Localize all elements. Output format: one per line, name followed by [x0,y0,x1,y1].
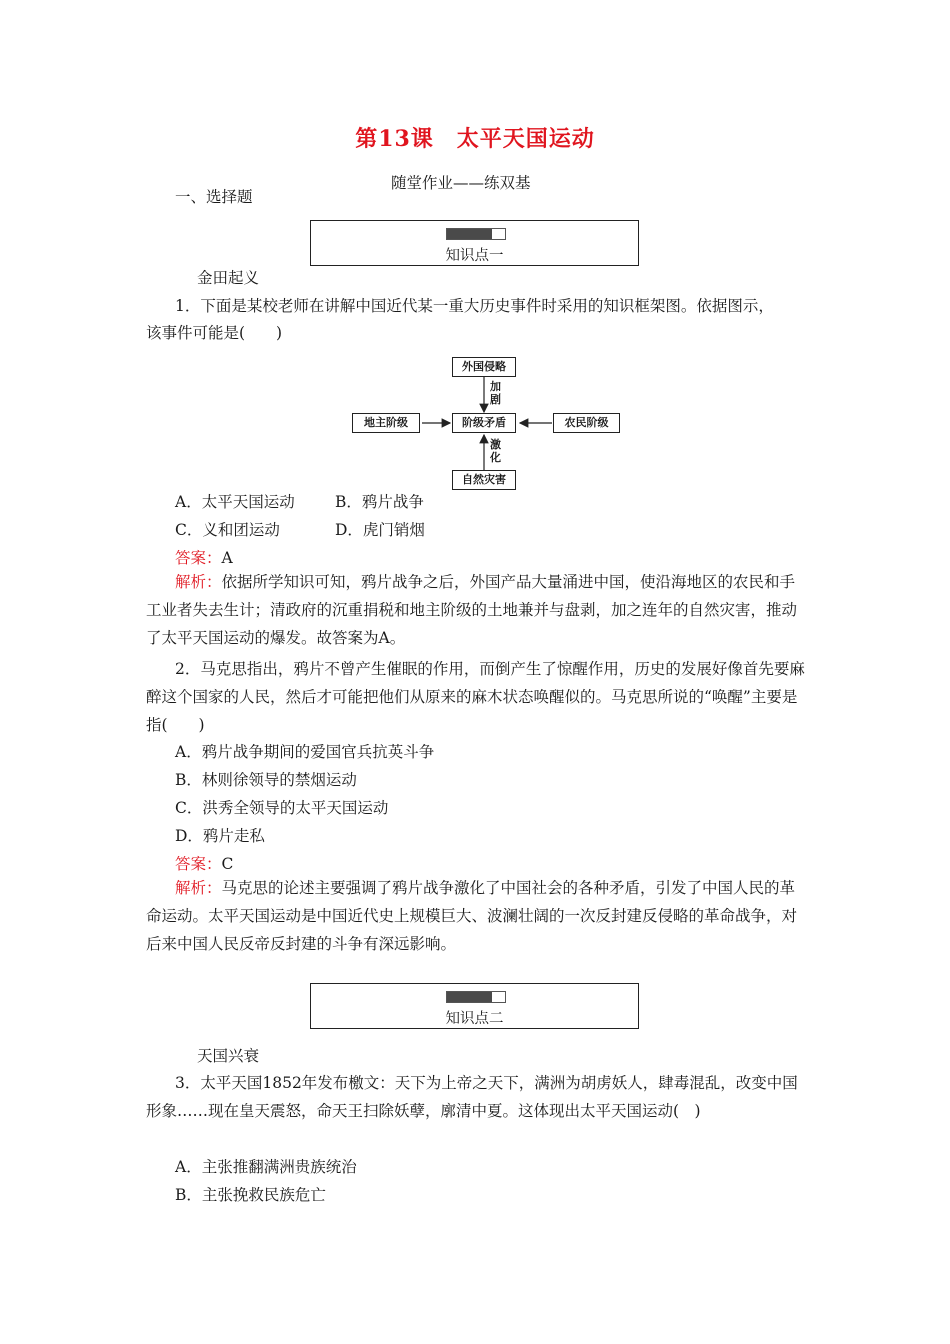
question-1-option-a: A．太平天国运动 [175,493,295,511]
question-2-option-a: A．鸦片战争期间的爱国官兵抗英斗争 [175,743,435,761]
knowledge-point-topic: 金田起义 [197,269,260,287]
question-2-option-c: C．洪秀全领导的太平天国运动 [175,799,389,817]
analysis-label: 解析： [175,573,222,591]
analysis-text: 依据所学知识可知，鸦片战争之后，外国产品大量涌进中国，使沿海地区的农民和手工业者失去生计；清政府的沉重捐税和地主阶级的土地兼并与盘剥，加之连年的自然灾害，推动了太平天国运动的爆发。故答案为A。 [146,573,798,647]
diagram-node-center: 阶级矛盾 [452,413,516,433]
answer-value: A [221,549,233,567]
question-1-analysis [146,568,806,652]
knowledge-point-bar-icon [446,228,506,240]
diagram-node-bottom: 自然灾害 [452,470,516,490]
knowledge-point-label: 知识点一 [445,248,504,264]
question-1-stem-line2: 该事件可能是( ) [146,324,283,342]
knowledge-point-box-1 [310,220,639,266]
page-title: 第13课 太平天国运动 [355,126,595,152]
question-1-option-d: D．虎门销烟 [335,521,425,539]
subtitle: 随堂作业——练双基 [391,174,531,192]
question-2-option-d: D．鸦片走私 [175,827,265,845]
knowledge-point-label: 知识点二 [445,1011,504,1027]
diagram-node-top: 外国侵略 [452,357,516,377]
question-1-answer [175,548,233,568]
diagram-node-left: 地主阶级 [352,413,420,433]
question-2-stem: 2．马克思指出，鸦片不曾产生催眠的作用，而倒产生了惊醒作用，历史的发展好像首先要麻醉这个国家的人民，然后才可能把他们从原来的麻木状态唤醒似的。马克思所说的“唤醒”主要是指( ) [146,660,805,734]
question-1-stem-line1: 1．下面是某校老师在讲解中国近代某一重大历史事件时采用的知识框架图。依据图示， [175,297,774,315]
question-2-option-b: B．林则徐领导的禁烟运动 [175,771,357,789]
question-1-option-b: B．鸦片战争 [335,493,424,511]
knowledge-point-topic: 天国兴衰 [197,1047,260,1065]
question-3-option-b: B．主张挽救民族危亡 [175,1186,326,1204]
question-3-stem: 3．太平天国1852年发布檄文：天下为上帝之天下，满洲为胡虏妖人，肆毒混乱，改变中国形象……现在皇天震怒，命天王扫除妖孽，廓清中夏。这体现出太平天国运动( ) [146,1074,798,1120]
knowledge-point-bar-icon [446,991,506,1003]
analysis-text: 马克思的论述主要强调了鸦片战争激化了中国社会的各种矛盾，引发了中国人民的革命运动。太平天国运动是中国近代史上规模巨大、波澜壮阔的一次反封建反侵略的革命战争，对后来中国人民反帝反封建的斗争有深远影响。 [146,879,798,953]
question-2-answer [175,854,233,874]
diagram-node-right: 农民阶级 [553,413,620,433]
section-heading: 一、选择题 [175,188,253,206]
answer-label: 答案： [175,549,222,567]
question-3-option-a: A．主张推翻满洲贵族统治 [175,1158,357,1176]
diagram-label-top-arrow: 加剧 [490,380,501,406]
answer-label: 答案： [175,855,222,873]
diagram-label-bottom-arrow: 激化 [490,438,501,464]
analysis-label: 解析： [175,879,222,897]
answer-value: C [221,855,234,873]
question-2-analysis [146,874,806,958]
question-1-option-c: C．义和团运动 [175,521,280,539]
knowledge-point-box-2 [310,983,639,1029]
knowledge-framework-diagram [340,350,630,495]
